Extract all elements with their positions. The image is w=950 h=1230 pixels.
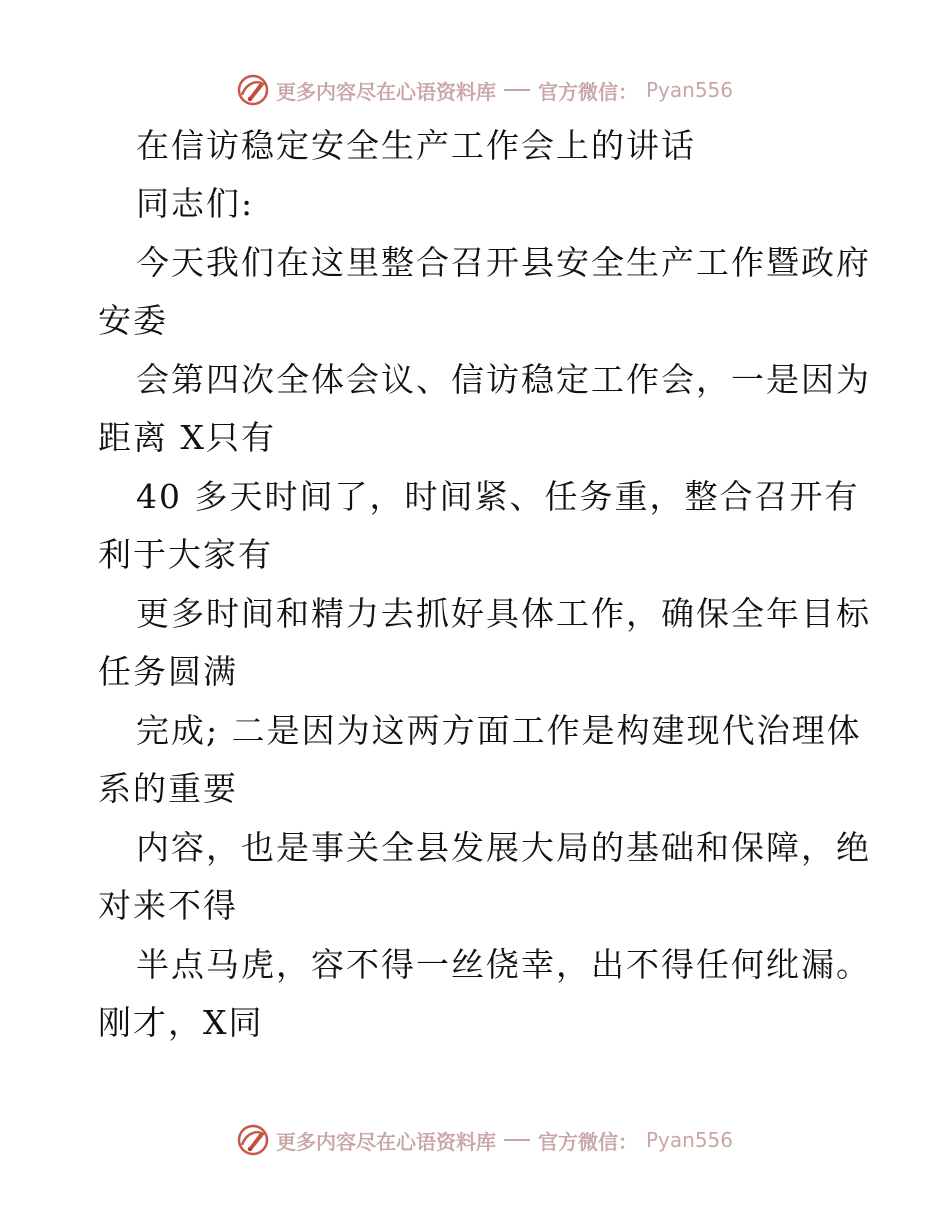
footer-banner — [236, 1122, 733, 1158]
text-line: 系的重要 — [98, 769, 238, 808]
banner-dash — [504, 1139, 530, 1141]
wechat-label: 官方微信： — [538, 79, 638, 104]
text-line: 内容，也是事关全县发展大局的基础和保障，绝 — [136, 828, 871, 867]
site-name-text: 更多内容尽在心语资料库 — [276, 79, 496, 104]
text-line: 对来不得 — [98, 886, 238, 925]
text-line: 会第四次全体会议、信访稳定工作会，一是因为 — [136, 360, 871, 399]
document-title: 在信访稳定安全生产工作会上的讲话 — [136, 126, 696, 165]
banner-dash — [504, 89, 530, 91]
wechat-id: Pyan556 — [646, 1128, 734, 1152]
wechat-label: 官方微信： — [538, 1129, 638, 1154]
wechat-id: Pyan556 — [646, 78, 734, 102]
text-line: 安委 — [98, 301, 168, 340]
text-line: 40 多天时间了，时间紧、任务重，整合召开有 — [136, 477, 860, 516]
text-line: 更多时间和精力去抓好具体工作，确保全年目标 — [136, 594, 871, 633]
pen-swirl-logo-icon — [236, 73, 270, 107]
text-line: 任务圆满 — [98, 652, 238, 691]
salutation: 同志们: — [136, 184, 255, 223]
header-banner — [236, 72, 733, 108]
text-line: 今天我们在这里整合召开县安全生产工作暨政府 — [136, 243, 871, 282]
site-name-text: 更多内容尽在心语资料库 — [276, 1129, 496, 1154]
text-line: 刚才，X同 — [98, 1003, 264, 1042]
text-line: 利于大家有 — [98, 535, 273, 574]
text-line: 半点马虎，容不得一丝侥幸，出不得任何纰漏。 — [136, 945, 871, 984]
text-line: 完成; 二是因为这两方面工作是构建现代治理体 — [136, 711, 862, 750]
text-line: 距离 X只有 — [98, 418, 276, 457]
pen-swirl-logo-icon — [236, 1123, 270, 1157]
